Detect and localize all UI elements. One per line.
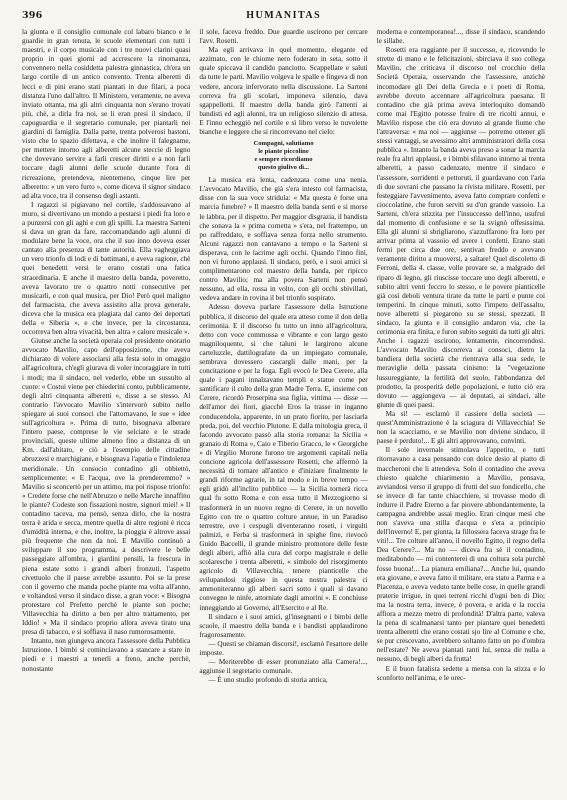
paragraph: — Meriterebbe di esser pronunziato alla Camera!..., aggiunse il segretario comunale. [199,658,368,676]
hymn-line: e sempre ricordiamo [254,156,313,164]
paragraph: il sole, faceva freddo. Due guardie uscirono per cercare l'avv. Rosetti. [199,28,368,46]
running-header [22,6,545,24]
paragraph: Ma sì! — esclamò il cassiere della società — quest'Amministrazione è la sciagura di Villavecchia! Se non la scacciamo, e se Mavilio non diviene sindaco, il paese è perduto!... E gli altri approvavano, convinti. [376,409,545,446]
paragraph: I ragazzi si pigiavano nel cortile, s'addossavano al muro, si divertivano un mondo a pestarsi i piedi fra loro e a punzersi con gli aghi e con gli spilli. La maestra Sarteni si dava un gran da fare, raccomandando agli alunni di modulare bene la voce, ora che il suo inno doveva esser cantato alla presenza di tante autorità. Ella vagheggiava un vero trionfo di lodi e di battimani, e aveva ragione, chè quei benedetti versi le erano costati una fatica straordinaria. E anche il maestro della banda, poveretto, aveva lavorato tre o quattro notti consecutive per musicarli, e con qual musica, per Dio! Però quel maligno del farmacista, che aveva assistito alla prova generale, diceva che la musica era plagiata dal canto dei deportati della « Siberia », e che invece, per la circostanza, occorreva ben altra vivacità, ben altra « calore musicale ». [22,200,191,337]
paragraph: La musica era lenta, cadenzata come una nenia. L'avvocato Mavilio, che già s'era intesto col farmacista, disse con la sua voce stridula: « Ma questa è forse una marcia funebre? » Il maestro della banda sentì e si morse le labbra, per il dispetto. Per maggior disgrazia, il bandista che sonava la « prima cornetta » s'era, nel frattempo, un po raffreddato, e soffiava senza forza nello strumento. Alcuni ragazzi non cantavano a tempo e la Sarteni si disperava, con le lacrime agli occhi. Quando l'inno finì, non vi furono applausi. Il sindaco, però, e i suoi amici si complimentarono col maestro della banda, per ripicco contro Mavilio; ma alla povera Sarteni non pensò nessuno, ad ella, rossa in volto, con gli occhi sbivillati, vedeva andare in rovina il bel trionfo sospirato. [199,176,368,303]
paragraph: Adesso doveva parlare l'assessore della Istruzione pubblica, il discorso del quale era atteso come il don della cerimonia. E il discorso fu tutto un inno all'agricoltura, detto con voce commossa e vibrante e con largo gesto magniloquente, si che taluni le largirono alcune carteluzzle, dattilografate da un impiegato comunale, sembrava dovessero cascargli dalle mani, per la concitazione e per la foga. Egli evocò le Dea Cerere, alla quale i pagani innalzavano templi e statue come per santificare il culto della gran Madre Terra. E, insieme con Cerere, ricordò Proserpina sua figlia, vittima — disse — dell'amor dei fiori, giacchè Eros la trasse in inganno conducendola, apparente, in un prato fiorito, per lasciarla preda, poi, del vecchio Plutone. E dalla mitologia greca, il facondo avvocato passò alla storia romana: la Sicilia « granaio di Roma », Caio e Tiberio Gracco, le « Georgiche » di Virgilio Morone furono tre argomenti capitali nella concione agricola dell'assessore Rosetti, che affermò la necessità di tornare all'antico e d'iniziare finalmente le grandi riforme agrarie, in tal modo e in breve tempo — egli gridò all'inclito pubblico — la Sicilia tornerà ricca qual fu sotto Roma e con essa tutto il Mezzogiorno si trasformerà in un nuovo regno di Cerere, in un novello Egitto con tre o quattro colture annue, in un Paradiso terrestre, ove i cespugli diventeranno roseti, i virgulti palmizi, e Ferba si trasformerà in spighe fine, rievocò Guido Baccelli, il grande ministro promotore delle feste degli alberi, affiò alla cura del corpo magistrale e delle scolaresche i trenta alberetti, « simbolo del risorgimento agricolo di Villavecchia, tenere pianticelle che svilupandosi riggiose in questa nostra palestra ci ammoniteranno gli alberi sacri sotto i quali si davano convegno le ninfe, attorniate dagli amorini ». E conchiuse inneggiando al Governo, all'Esercito e al Re. [199,303,368,612]
paragraph: — È uno studio profondo di storia antica, [208,676,328,685]
paragraph: moderna e contemporanea!..., disse il sindaco, scandendo le sillabe. [376,28,545,46]
hymn-line: le piante piccoline [258,148,309,156]
hymn-line: questo giulivo dì... [257,164,310,172]
paragraph: Intanto, non giungeva ancora l'assessore della Pubblica Istruzione. I bimbi si cominciavano a stancare a stare in piedi e i maestri a tenerli a freno, anche perchè, nonostante [22,637,191,673]
paragraph: Il sole invernale stimolava l'appetito, e tutti ritornavano a casa pensando con dolce desio al piatto di maccheroni che li attendeva. Solo il contadino che aveva chiesto qualche chiarimento a Mavilio, pensava, avviandosi verso il gruppo di frutti del suo fondicello, che se invece di far tante chiacchiere, si trovasse modo di indurre il Padre Eterno a far piovere abbondantemente, la campagna andrebbe assai meglio. Eran cinque mesi che non s'aveva una stilla d'acqua e s'era a principio dell'inverno! E, per giunta, la fillossera faceva strage fra le viti!... Tre colture all'anno, il novello Egitto, il regno della Dea Cerere?... Ma no — diceva fra sè il contadino, meditabondo — mi contenterei di una coltura sola purchè fosse buona!... La pianura emiliana?... Anche lui, quando era giovane, e aveva fatto il militare, era stato a Parma e a Piacenza, e aveva veduto tante belle cose, in quelle grandi praterie irrigue, in quei terreni ricchi d'ogni ben di Dio; ma la nostra terra, invece, è povera, e arida e la roccia affiora a mezzo metro di profondità! D'altra parte, valeva la pena di scalmanarsi tanto per piantare quei benedetti trenta alberetti che erano costati sjo lire al Comune e che, se pur crescevano, avrebbero soltanto fatto un po d'ombra nell'estate? Ne aveva piantati tanti lui, senza dir nulla a nessuno, di begli alberi da frutta! [376,446,545,664]
magazine-title: HUMANITAS [246,9,322,21]
paragraph: Giunse anche la società operaia col presidente onorario avvocato Mavilio, capo dell'opposizione, che aveva dichiarato di volere associarsi alla festa solo in omaggio all'agricoltura, ch'egli giurava di voler incoraggiare in tutti i modi; ma il sindaco, nel vederlo, ebbe un sussulto al cuore: « Costui viene per chiederini conto, pubblicamente, degli altri cinquanta alberetti », disse a se stesso. Al contrario l'avvocato Mavilio s'intervorò subito nello spiegare ai suoi consoci che l'attornavano, le sue « idee sull'agricoltura ». Prima di tutto, bisognava alberare l'intero paese, comprese le vie selciate e le strade provinciali, queste ultime almeno fino a distanza di un Km. dall'abitato, e ciò a l'esempio delle cittadine abruzzesi e marchigiane, e bisognava l'apatia e l'indolenza meridionale. Un consocio contadino gli obbiettò, semplicemente: « E l'acqua, ove la prenderemmo? » Mavilio si sconcertò per un attimo, ma poi rispose trionfo: « Credete forse che nell'Abruzzo e nelle Marche innaffino le piante? Codeste son fissazioni nostre, signori miei! » Il contadino taceva, ma pensò, senza dirlo, che la nostra terra è arida e secca, mentre quella di altre regioni è ricca d'umidità interna, e che, inoltre, la pioggia è altrove assai più frequente che non da noi. E Mavilio continuò a sviluppare il suo programma, a descrivere le belle passeggiate all'ombra, i giardini pensili, la frescura in piena estate sotto i grandi alberi fronzuti, l'aspetto civettuolo che il paese avrebbe assunto. Poi se la prese con il governo che manda poche piante ma volta all'anno, e voltandosi verso il sindaco disse, a gran voce: « Bisogna protestare col Prefetto perchè le piante son poche; Villavecchia ha diritto a ben per altro trattamento, per Iddio! » Ma il sindaco proprio allora aveva tirato una presa di tabacco, e si soffiava il naso rumorosamente. [22,337,191,637]
paragraph: Rosetti era raggiante per il successo, e, ricevendo le strette di mano e le felicitazioni, sbirciava il suo collega Mavilio, che criticava il discorso nel crocchio della Società Operaia, osservando che l'assessore, anzichè incomodare gli Dei della Grecia e i poeti di Roma, avrebbe dovuto accennare all'agricoltura paesana. Il contadino che già prima aveva interloquito domandò come mai l'Egitto potesse fruire di tre ricolti annui, e Mavilio rispose che ciò era dovuto al grande fiume che l'attraversa: « ma noi — aggiunse — potremo ottener gli stessi vantaggi, se avessimo altri amministratori della cosa pubblica ». Intanto la banda aveva preso a sonar la marcia reale fra altri applausi, e i bimbi sfilavano intorno ai trenta alberetti, a passo cadenzato, mentre il sindaco e l'assessore, sorridenti e pettoruti, il guardavano con l'aria di due sovrani che passano la rivista militare. Rosetti, per festeggiare l'avvenimento, aveva fatto comprare confetti e cioccolatine, che furon serviti su d'un grande vassoio. La Sarteni, ch'era stizzita per l'insuccesso dell'inno, usufruì dal momento di confusione e se la svignò offesissima. Ella gli alunni si sbrigliarono, s'azzuffarono fra loro per arrivar prima al vassoio ed avere i confetti. Erano stati fermi per circa due ore, sentivan freddo e avevano veramente diritto a muoversi, a saltare! Quel discoletto di Ferroni, della 4. classe, volle provare se, a malgrado del riparo di legno, gli riuscisse toccare uno degli alberetti, e subito altri venti feccro lo stesso, e le povere pianticelle già così deboli ventura tirate da tutte le parti e punte coi temperini. In cinque minuti, sotto l'impeto dell'assalto, nove alberetti si piegarono su se stessi, spezzati. Il sindaco, la giunta e il consiglio andaron via, che la cerimonia era finita, e furon subito seguiti da tutti gli altri. Anche i ragazzi uscirono, lentamente, rincorrendosi. L'avvocato Mavilio discorreva ai consoci, dietro la bandiera della società che rientrava alla sua sede, le meraviglie della passata cinismo: la "vegetazione lussureggiante, la fertilità del suolo, l'abbondanza del prodotto, la prosperità delle popolazioni, e tutto ciò era dovuto — aggiungeva — ai deputati, ai sindaci, alle giunte di quei paesi. [376,46,545,409]
column-left [22,28,190,792]
paragraph: Ma egli arrivava in quel momento, elegante ed azzimato, con le chiome nero foderato in seta, sotto il quale spiccava il candido panciotto. Scappellate e saluti da tutte le parti. Mavilio volgeva le spalle e fingeva di non vedere, ancora infervorato nella discussione. La Sarteni correva fra gli scolari, imponeva silenzio, dava sgappellotti. Il maestro della banda girò l'attenti ai bandisti ed agli alunni, tra un religioso silenzio di attesa. E l'inno echeggiò nel cortile e sì libro verso le nuvolette bianche e leggere che si rincorrevano nel cielo: [199,46,368,137]
paragraph: la giunta e il consiglio comunale col labaro bianco e le guardie in gran tenuta, le scuole elementari con tutti i maestri, e il corpo musicale con i tre nuovi clarini quasi proprio in quei giorni ad accrescere la rinomanza, convennero nella cosiddetta palestra ginnastica, ch'era un largo cortile di un antico convento. Trenta alberetti di lecci e di pini erano stati piantati in due filari, a poca distanza l'uno dall'altro. Il Ministero, veramente, ne aveva inviato ottanta, ma gli altri cinquanta non s'erano trovati più, chè, a dirla fra noi, se li eran presi il sindaco, il capoguardia e il segretario comunale, per piantarli nei giardini di famiglia. Dalla parte, trenta polverosi bastoni, visto che lo spazio difettava, e che inoltre il falegname, per mettere intorno agli alberetti alcune steccie di legno che dovevano servire a farli crescer diritti e a non farli toccare dagli alunni delle scuole durante l'ora di ricreazione, pretendeva, nientemeno, cinque lire per alberetto: « un vero furto », come diceva il signor sindaco ad alta voce, tra il consenso degli astanti. [22,28,191,200]
page-number: 396 [22,9,43,21]
hymn-line: Compagni, salutiamo [253,140,314,148]
hymn-verse [199,140,367,172]
paragraph: — Questi se chiaman discorsi!, esclamò l'esattore delle imposte. [199,639,368,657]
column-right [377,28,545,792]
text-columns [22,28,545,792]
paragraph: Il sindaco e i suoi amici, gl'insegnanti e i bimbi delle scuole, il maestro della banda e i bandisti applaudirono fragorosamente. [199,612,368,639]
column-middle [199,28,367,792]
paragraph: E il buon fatalista sedette a mensa con la stizza e lo sconforto nell'anima, e le orec- [376,664,545,682]
